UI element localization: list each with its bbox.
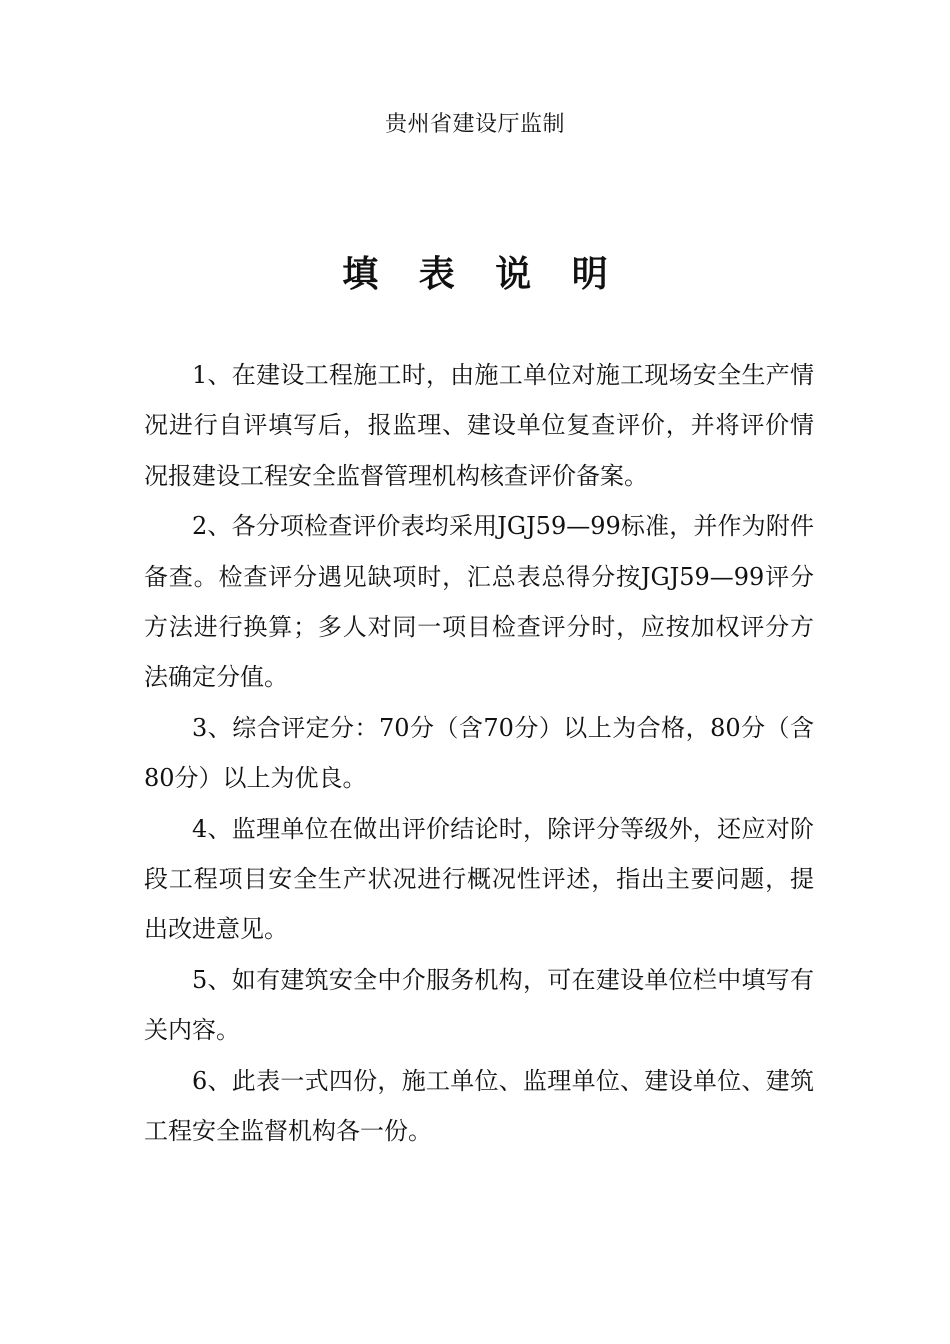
instruction-item-6: 6、此表一式四份，施工单位、监理单位、建设单位、建筑工程安全监督机构各一份。	[144, 1066, 814, 1146]
issuer-label: 贵州省建设厅监制	[384, 112, 565, 137]
page-title: 填 表 说 明	[342, 253, 622, 295]
instruction-item-3: 3、综合评定分：70分（含70分）以上为合格，80分（含80分）以上为优良。	[144, 713, 814, 793]
instructions-body	[144, 350, 814, 1157]
instruction-item-5: 5、如有建筑安全中介服务机构，可在建设单位栏中填写有关内容。	[144, 965, 814, 1045]
instruction-item-2: 2、各分项检查评价表均采用JGJ59—99标准，并作为附件备查。检查评分遇见缺项时，汇总表总得分按JGJ59—99评分方法进行换算；多人对同一项目检查评分时，应按加权评分方法确定分值。	[144, 512, 814, 692]
instruction-item-4: 4、监理单位在做出评价结论时，除评分等级外，还应对阶段工程项目安全生产状况进行概况性评述，指出主要问题，提出改进意见。	[144, 814, 814, 944]
instruction-item-1: 1、在建设工程施工时，由施工单位对施工现场安全生产情况进行自评填写后，报监理、建设单位复查评价，并将评价情况报建设工程安全监督管理机构核查评价备案。	[144, 361, 814, 490]
